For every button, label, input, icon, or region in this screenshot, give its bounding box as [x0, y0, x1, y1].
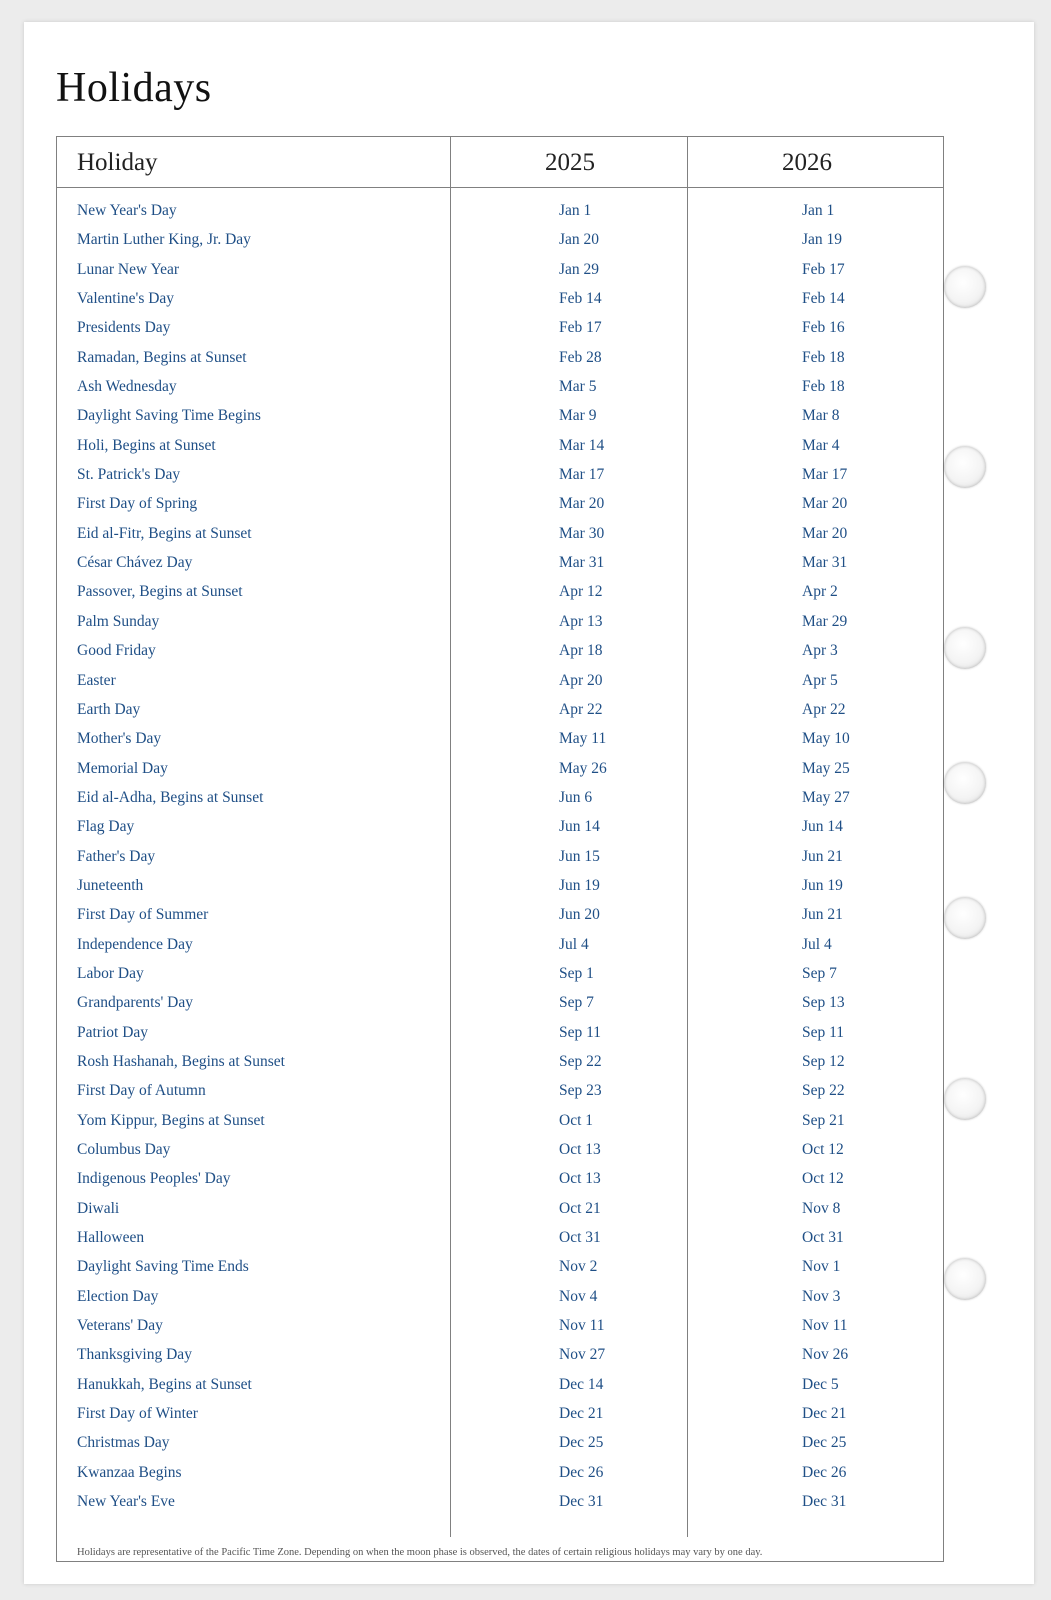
- table-row: [57, 1401, 943, 1430]
- date-2025: Mar 20: [559, 495, 605, 513]
- date-2026: May 27: [802, 788, 850, 806]
- table-row: [57, 227, 943, 256]
- date-2026: Mar 29: [802, 612, 848, 630]
- holiday-name: Veterans' Day: [77, 1317, 163, 1335]
- table-row: [57, 726, 943, 755]
- date-2026: Feb 17: [802, 260, 845, 278]
- holiday-name: Grandparents' Day: [77, 994, 193, 1012]
- holiday-name: Kwanzaa Begins: [77, 1463, 182, 1481]
- holiday-name: Daylight Saving Time Ends: [77, 1258, 249, 1276]
- holiday-name: Flag Day: [77, 818, 135, 836]
- date-2025: Sep 11: [559, 1023, 602, 1041]
- holiday-name: Columbus Day: [77, 1141, 171, 1158]
- holiday-name: First Day of Winter: [77, 1405, 198, 1423]
- holiday-name: Valentine's Day: [77, 290, 175, 308]
- table-row: [57, 785, 943, 814]
- holiday-name: New Year's Day: [77, 202, 177, 219]
- binder-hole: [944, 446, 986, 488]
- date-2026: Oct 12: [802, 1141, 844, 1158]
- date-2025: Sep 7: [559, 994, 594, 1012]
- date-2026: May 25: [802, 759, 850, 777]
- table-row: [57, 1342, 943, 1371]
- date-2025: Jan 20: [559, 231, 600, 249]
- date-2026: Dec 21: [802, 1405, 847, 1423]
- header-holiday: Holiday: [77, 149, 158, 176]
- holiday-name: Ash Wednesday: [77, 378, 177, 396]
- table-row: [57, 1020, 943, 1049]
- date-2026: Oct 12: [802, 1170, 844, 1188]
- holiday-name: Palm Sunday: [77, 612, 160, 630]
- date-2026: Sep 11: [802, 1023, 845, 1041]
- table-row: [57, 668, 943, 697]
- table-row: [57, 902, 943, 931]
- binder-hole: [944, 762, 986, 804]
- date-2025: Feb 28: [559, 348, 602, 366]
- table-row: [57, 1078, 943, 1107]
- date-2025: Jun 14: [559, 818, 600, 836]
- page-title: Holidays: [56, 65, 212, 111]
- table-row: [57, 1166, 943, 1195]
- date-2026: Mar 31: [802, 554, 848, 572]
- holiday-name: First Day of Spring: [77, 495, 198, 513]
- table-row: [57, 374, 943, 403]
- binder-hole: [944, 1078, 986, 1120]
- table-row: [57, 1196, 943, 1225]
- date-2026: Feb 18: [802, 378, 845, 396]
- holiday-name: St. Patrick's Day: [77, 466, 181, 484]
- date-2025: Jan 29: [559, 260, 600, 278]
- table-row: [57, 403, 943, 432]
- table-row: [57, 1430, 943, 1459]
- date-2026: Mar 20: [802, 495, 848, 513]
- table-row: [57, 345, 943, 374]
- table-row: [57, 756, 943, 785]
- date-2026: Dec 31: [802, 1493, 847, 1511]
- date-2025: Apr 22: [559, 700, 603, 718]
- table-row: [57, 638, 943, 667]
- date-2026: Dec 25: [802, 1434, 847, 1452]
- table-row: [57, 286, 943, 315]
- binder-hole: [944, 627, 986, 669]
- holiday-name: Ramadan, Begins at Sunset: [77, 348, 247, 366]
- table-row: [57, 609, 943, 638]
- date-2026: Jun 19: [802, 876, 843, 894]
- date-2025: Apr 12: [559, 583, 603, 601]
- holiday-name: New Year's Eve: [77, 1493, 175, 1511]
- table-row: [57, 1254, 943, 1283]
- holiday-name: Eid al-Adha, Begins at Sunset: [77, 788, 264, 806]
- date-2026: Feb 16: [802, 319, 845, 337]
- date-2026: Jan 1: [802, 202, 835, 219]
- date-2025: Oct 1: [559, 1111, 594, 1129]
- date-2026: Nov 1: [802, 1258, 841, 1276]
- holiday-name: Passover, Begins at Sunset: [77, 583, 243, 601]
- date-2026: Mar 20: [802, 524, 848, 542]
- date-2025: Apr 18: [559, 642, 603, 660]
- date-2026: Jun 14: [802, 818, 843, 836]
- date-2026: Nov 11: [802, 1317, 848, 1335]
- table-row: [57, 814, 943, 843]
- date-2026: Feb 18: [802, 348, 845, 366]
- holiday-name: Presidents Day: [77, 319, 171, 337]
- holiday-name: Daylight Saving Time Begins: [77, 407, 261, 425]
- holiday-name: Rosh Hashanah, Begins at Sunset: [77, 1052, 285, 1070]
- holiday-name: Indigenous Peoples' Day: [77, 1170, 231, 1188]
- date-2025: Apr 13: [559, 612, 603, 630]
- date-2025: Jun 19: [559, 876, 600, 894]
- table-row: [57, 844, 943, 873]
- table-row: [57, 990, 943, 1019]
- date-2025: Dec 31: [559, 1493, 604, 1511]
- table-row: [57, 1313, 943, 1342]
- table-row: [57, 1460, 943, 1489]
- holiday-name: Memorial Day: [77, 759, 168, 777]
- holiday-name: Yom Kippur, Begins at Sunset: [77, 1111, 265, 1129]
- footnote: Holidays are representative of the Pacific Time Zone. Depending on when the moon phase is observed, the dates of certain religious holidays may vary by one day.: [77, 1547, 763, 1558]
- holiday-name: Mother's Day: [77, 730, 162, 748]
- date-2025: May 26: [559, 759, 607, 777]
- table-row: [57, 1137, 943, 1166]
- date-2026: Sep 7: [802, 964, 837, 982]
- table-row: [57, 462, 943, 491]
- holiday-name: Thanksgiving Day: [77, 1346, 192, 1364]
- date-2026: Nov 8: [802, 1199, 841, 1217]
- header-2025: 2025: [545, 149, 595, 176]
- date-2025: Jun 20: [559, 906, 600, 924]
- date-2025: Sep 22: [559, 1052, 602, 1070]
- date-2026: Sep 21: [802, 1111, 845, 1129]
- table-row: [57, 932, 943, 961]
- holiday-name: First Day of Autumn: [77, 1082, 206, 1100]
- header-2026: 2026: [782, 149, 832, 176]
- date-2026: Apr 2: [802, 583, 838, 601]
- date-2025: Sep 23: [559, 1082, 602, 1100]
- date-2025: Sep 1: [559, 964, 594, 982]
- date-2025: Apr 20: [559, 671, 603, 689]
- date-2026: Jun 21: [802, 847, 843, 865]
- date-2026: Jul 4: [802, 935, 832, 953]
- table-row: [57, 873, 943, 902]
- date-2025: Dec 14: [559, 1375, 604, 1393]
- date-2025: Mar 30: [559, 524, 605, 542]
- holiday-table: [56, 136, 944, 1562]
- holiday-name: Lunar New Year: [77, 260, 180, 278]
- date-2026: Feb 14: [802, 290, 845, 308]
- date-2025: Oct 21: [559, 1199, 601, 1217]
- date-2026: Nov 26: [802, 1346, 849, 1364]
- date-2025: Oct 31: [559, 1229, 601, 1247]
- date-2026: Apr 22: [802, 700, 846, 718]
- date-2025: Dec 26: [559, 1463, 604, 1481]
- date-2025: Nov 2: [559, 1258, 598, 1276]
- date-2025: Nov 27: [559, 1346, 606, 1364]
- binder-hole: [944, 897, 986, 939]
- date-2026: Apr 5: [802, 671, 838, 689]
- date-2025: Mar 17: [559, 466, 605, 484]
- date-2026: Dec 26: [802, 1463, 847, 1481]
- table-row: [57, 1372, 943, 1401]
- date-2025: Jun 15: [559, 847, 600, 865]
- holiday-name: Election Day: [77, 1287, 159, 1305]
- holiday-name: Martin Luther King, Jr. Day: [77, 231, 251, 249]
- table-header: [57, 137, 943, 188]
- date-2025: Oct 13: [559, 1170, 601, 1188]
- date-2025: Dec 21: [559, 1405, 604, 1423]
- date-2025: Mar 14: [559, 436, 605, 454]
- date-2026: Mar 8: [802, 407, 840, 425]
- holiday-name: Father's Day: [77, 847, 156, 865]
- date-2026: Sep 13: [802, 994, 845, 1012]
- table-row: [57, 1225, 943, 1254]
- date-2025: Oct 13: [559, 1141, 601, 1158]
- holiday-name: Holi, Begins at Sunset: [77, 436, 216, 454]
- holiday-name: Juneteenth: [77, 876, 144, 894]
- date-2025: Mar 31: [559, 554, 605, 572]
- table-row: [57, 1284, 943, 1313]
- date-2025: Feb 17: [559, 319, 602, 337]
- date-2025: Mar 5: [559, 378, 597, 396]
- date-2026: Apr 3: [802, 642, 838, 660]
- planner-page: [24, 22, 1034, 1584]
- date-2025: Nov 4: [559, 1287, 598, 1305]
- table-row: [57, 697, 943, 726]
- date-2025: May 11: [559, 730, 607, 748]
- date-2026: Sep 22: [802, 1082, 845, 1100]
- table-row: [57, 198, 943, 227]
- holiday-name: Independence Day: [77, 935, 193, 953]
- table-body: [57, 198, 943, 1518]
- table-row: [57, 1049, 943, 1078]
- binder-hole: [944, 1258, 986, 1300]
- holiday-name: Hanukkah, Begins at Sunset: [77, 1375, 252, 1393]
- date-2025: Nov 11: [559, 1317, 605, 1335]
- table-row: [57, 257, 943, 286]
- table-row: [57, 961, 943, 990]
- table-row: [57, 521, 943, 550]
- table-row: [57, 491, 943, 520]
- date-2026: Jan 19: [802, 231, 843, 249]
- date-2026: Oct 31: [802, 1229, 844, 1247]
- date-2026: Sep 12: [802, 1052, 845, 1070]
- holiday-name: Diwali: [77, 1199, 120, 1217]
- date-2025: Jun 6: [559, 788, 593, 806]
- table-row: [57, 1108, 943, 1137]
- holiday-name: First Day of Summer: [77, 906, 209, 924]
- date-2026: Nov 3: [802, 1287, 841, 1305]
- date-2025: Feb 14: [559, 290, 602, 308]
- holiday-name: César Chávez Day: [77, 554, 193, 572]
- table-row: [57, 433, 943, 462]
- date-2026: Dec 5: [802, 1375, 839, 1393]
- holiday-name: Patriot Day: [77, 1023, 149, 1041]
- date-2025: Dec 25: [559, 1434, 604, 1452]
- holiday-name: Eid al-Fitr, Begins at Sunset: [77, 524, 252, 542]
- date-2026: Mar 4: [802, 436, 840, 454]
- holiday-name: Good Friday: [77, 642, 156, 660]
- holiday-name: Easter: [77, 671, 116, 689]
- holiday-name: Earth Day: [77, 700, 141, 718]
- binder-hole: [944, 266, 986, 308]
- holiday-name: Labor Day: [77, 964, 144, 982]
- table-row: [57, 315, 943, 344]
- date-2026: Jun 21: [802, 906, 843, 924]
- date-2025: Jan 1: [559, 202, 592, 219]
- holiday-name: Christmas Day: [77, 1434, 170, 1452]
- date-2026: May 10: [802, 730, 850, 748]
- table-row: [57, 550, 943, 579]
- date-2026: Mar 17: [802, 466, 848, 484]
- holiday-name: Halloween: [77, 1229, 145, 1247]
- date-2025: Jul 4: [559, 935, 589, 953]
- date-2025: Mar 9: [559, 407, 597, 425]
- table-row: [57, 579, 943, 608]
- table-row: [57, 1489, 943, 1518]
